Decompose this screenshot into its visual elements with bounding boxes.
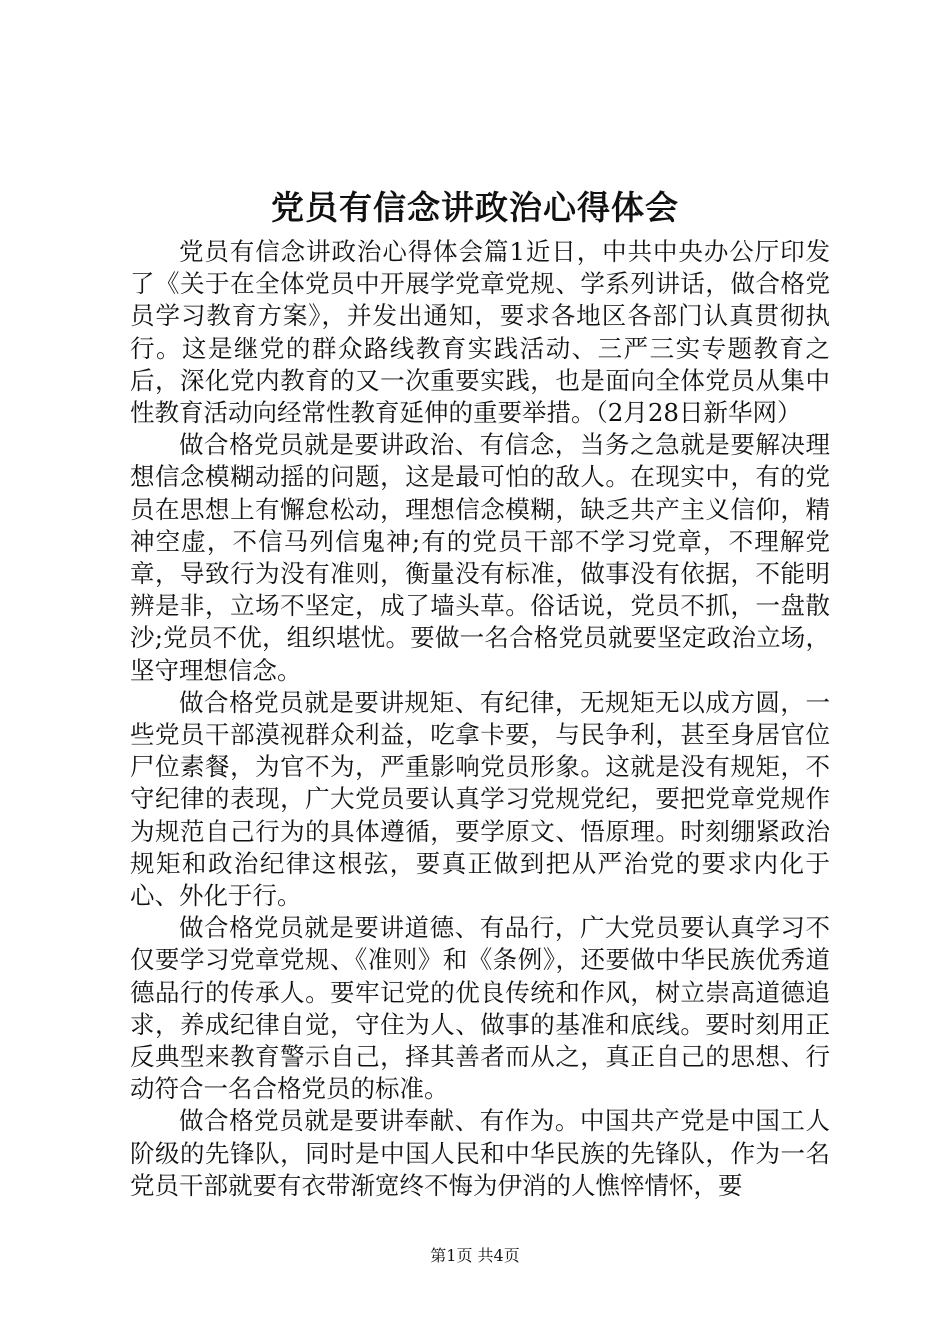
document-title: 党员有信念讲政治心得体会 (271, 188, 679, 227)
document-body (130, 236, 830, 1202)
paragraph: 党员有信念讲政治心得体会篇1近日，中共中央办公厅印发了《关于在全体党员中开展学党章党规、学系列讲话，做合格党员学习教育方案》，并发出通知，要求各地区各部门认真贯彻执行。这是继党的群众路线教育实践活动、三严三实专题教育之后，深化党内教育的又一次重要实践，也是面向全体党员从集中性教育活动向经常性教育延伸的重要举措。（2月28日新华网） (130, 237, 830, 428)
paragraph: 做合格党员就是要讲规矩、有纪律，无规矩无以成方圆，一些党员干部漠视群众利益，吃拿卡要，与民争利，甚至身居官位尸位素餐，为官不为，严重影响党员形象。这就是没有规矩，不守纪律的表现，广大党员要认真学习党规党纪，要把党章党规作为规范自己行为的具体遵循，要学原文、悟原理。时刻绷紧政治规矩和政治纪律这根弦，要真正做到把从严治党的要求内化于心、外化于行。 (130, 687, 830, 911)
paragraph: 做合格党员就是要讲奉献、有作为。中国共产党是中国工人阶级的先锋队，同时是中国人民和中华民族的先锋队，作为一名党员干部就要有衣带渐宽终不悔为伊消的人憔悴情怀，要 (130, 1106, 830, 1200)
paragraph: 做合格党员就是要讲政治、有信念，当务之急就是要解决理想信念模糊动摇的问题，这是最可怕的敌人。在现实中，有的党员在思想上有懈怠松动，理想信念模糊，缺乏共产主义信仰，精神空虚，不信马列信鬼神;有的党员干部不学习党章，不理解党章，导致行为没有准则，衡量没有标准，做事没有依据，不能明辨是非，立场不坚定，成了墙头草。俗话说，党员不抓，一盘散沙;党员不优，组织堪忧。要做一名合格党员就要坚定政治立场，坚守理想信念。 (130, 430, 830, 685)
page-footer: 第1页 共4页 (430, 1246, 520, 1265)
paragraph: 做合格党员就是要讲道德、有品行，广大党员要认真学习不仅要学习党章党规、《准则》和《条例》，还要做中华民族优秀道德品行的传承人。要牢记党的优良传统和作风，树立崇高道德追求，养成纪律自觉，守住为人、做事的基准和底线。要时刻用正反典型来教育警示自己，择其善者而从之，真正自己的思想、行动符合一名合格党员的标准。 (130, 913, 830, 1104)
